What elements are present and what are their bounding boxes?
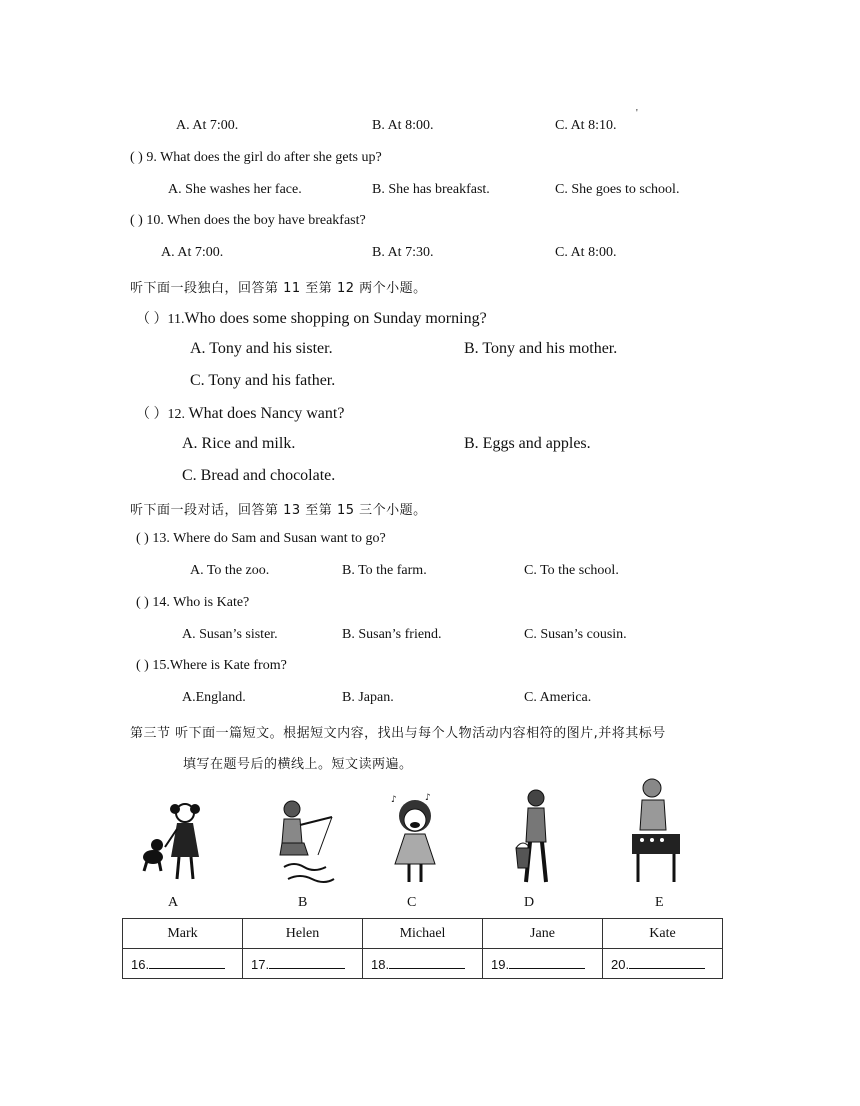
answer-line-20[interactable] <box>629 955 705 969</box>
q13-option-a: A. To the zoo. <box>190 563 270 578</box>
answer-number-19: 19. <box>491 957 510 972</box>
q11-stem <box>136 308 487 328</box>
svg-text:♪: ♪ <box>391 795 397 805</box>
picture-a-girl-with-dog <box>135 795 215 887</box>
q12-option-b: B. Eggs and apples. <box>464 435 591 452</box>
q12-question: What does Nancy want? <box>188 405 345 422</box>
picture-c-girl-singing <box>385 790 445 886</box>
q11-option-c: C. Tony and his father. <box>190 372 336 389</box>
section-monologue-instruction: 听下面一段独白，回答第 11 至第 12 两个小题。 <box>130 281 427 296</box>
answer-line-17[interactable] <box>269 955 345 969</box>
answer-blank-19[interactable] <box>483 949 603 979</box>
q9-option-c: C. She goes to school. <box>555 182 680 197</box>
picture-label-d: D <box>524 895 535 910</box>
picture-label-b: B <box>298 895 308 910</box>
q13-option-b: B. To the farm. <box>342 563 427 578</box>
q12-number: 12. <box>167 407 189 422</box>
picture-label-a: A <box>168 895 179 910</box>
q10-stem: ( ) 10. When does the boy have breakfast? <box>130 213 366 228</box>
q11-option-a: A. Tony and his sister. <box>190 340 333 357</box>
q8-option-a: A. At 7:00. <box>176 118 239 133</box>
q9-option-b: B. She has breakfast. <box>372 182 490 197</box>
answer-number-20: 20. <box>611 957 630 972</box>
answer-blank-18[interactable] <box>363 949 483 979</box>
q12-option-c: C. Bread and chocolate. <box>182 467 336 484</box>
header-michael: Michael <box>363 919 483 949</box>
answer-line-18[interactable] <box>389 955 465 969</box>
q13-stem: ( ) 13. Where do Sam and Susan want to go? <box>136 531 386 546</box>
header-jane: Jane <box>483 919 603 949</box>
answer-blank-16[interactable] <box>123 949 243 979</box>
q15-option-c: C. America. <box>524 690 592 705</box>
q9-option-a: A. She washes her face. <box>168 182 302 197</box>
header-kate: Kate <box>603 919 723 949</box>
q11-option-b: B. Tony and his mother. <box>464 340 618 357</box>
answer-table <box>122 918 723 979</box>
picture-e-girl-cooking <box>628 774 688 886</box>
q12-stem <box>136 403 344 423</box>
q8-option-b: B. At 8:00. <box>372 118 434 133</box>
section3-instruction-line1: 第三节 听下面一篇短文。根据短文内容，找出与每个人物活动内容相符的图片,并将其标号 <box>130 726 666 741</box>
header-helen: Helen <box>243 919 363 949</box>
q8-option-c: C. At 8:10. <box>555 118 617 133</box>
picture-d-boy-with-bucket <box>510 786 560 886</box>
answer-line-16[interactable] <box>149 955 225 969</box>
answer-number-18: 18. <box>371 957 390 972</box>
answer-line-19[interactable] <box>509 955 585 969</box>
section3-instruction-line2: 填写在题号后的横线上。短文读两遍。 <box>183 757 413 772</box>
picture-label-e: E <box>655 895 664 910</box>
answer-table-blank-row <box>123 949 723 979</box>
q11-number: 11. <box>167 312 185 327</box>
q14-option-b: B. Susan’s friend. <box>342 627 442 642</box>
answer-blank-17[interactable] <box>243 949 363 979</box>
q15-option-a: A.England. <box>182 690 246 705</box>
q14-option-c: C. Susan’s cousin. <box>524 627 627 642</box>
q14-option-a: A. Susan’s sister. <box>182 627 278 642</box>
answer-number-16: 16. <box>131 957 150 972</box>
svg-text:♪: ♪ <box>425 793 431 803</box>
section-dialogue-instruction: 听下面一段对话，回答第 13 至第 15 三个小题。 <box>130 503 427 518</box>
q10-option-a: A. At 7:00. <box>161 245 224 260</box>
picture-b-boy-fishing <box>270 795 340 887</box>
q10-option-c: C. At 8:00. <box>555 245 617 260</box>
q10-option-b: B. At 7:30. <box>372 245 434 260</box>
q12-paren: （ ） <box>136 407 168 422</box>
answer-number-17: 17. <box>251 957 270 972</box>
answer-table-header-row <box>123 919 723 949</box>
q9-stem: ( ) 9. What does the girl do after she gets up? <box>130 150 382 165</box>
q15-stem: ( ) 15.Where is Kate from? <box>136 658 287 673</box>
q13-option-c: C. To the school. <box>524 563 619 578</box>
q14-stem: ( ) 14. Who is Kate? <box>136 595 250 610</box>
answer-blank-20[interactable] <box>603 949 723 979</box>
stray-mark: ' <box>636 108 638 119</box>
picture-label-c: C <box>407 895 417 910</box>
q15-option-b: B. Japan. <box>342 690 394 705</box>
q11-paren: （ ） <box>136 312 168 327</box>
q11-question: Who does some shopping on Sunday morning? <box>184 310 487 327</box>
header-mark: Mark <box>123 919 243 949</box>
q12-option-a: A. Rice and milk. <box>182 435 296 452</box>
